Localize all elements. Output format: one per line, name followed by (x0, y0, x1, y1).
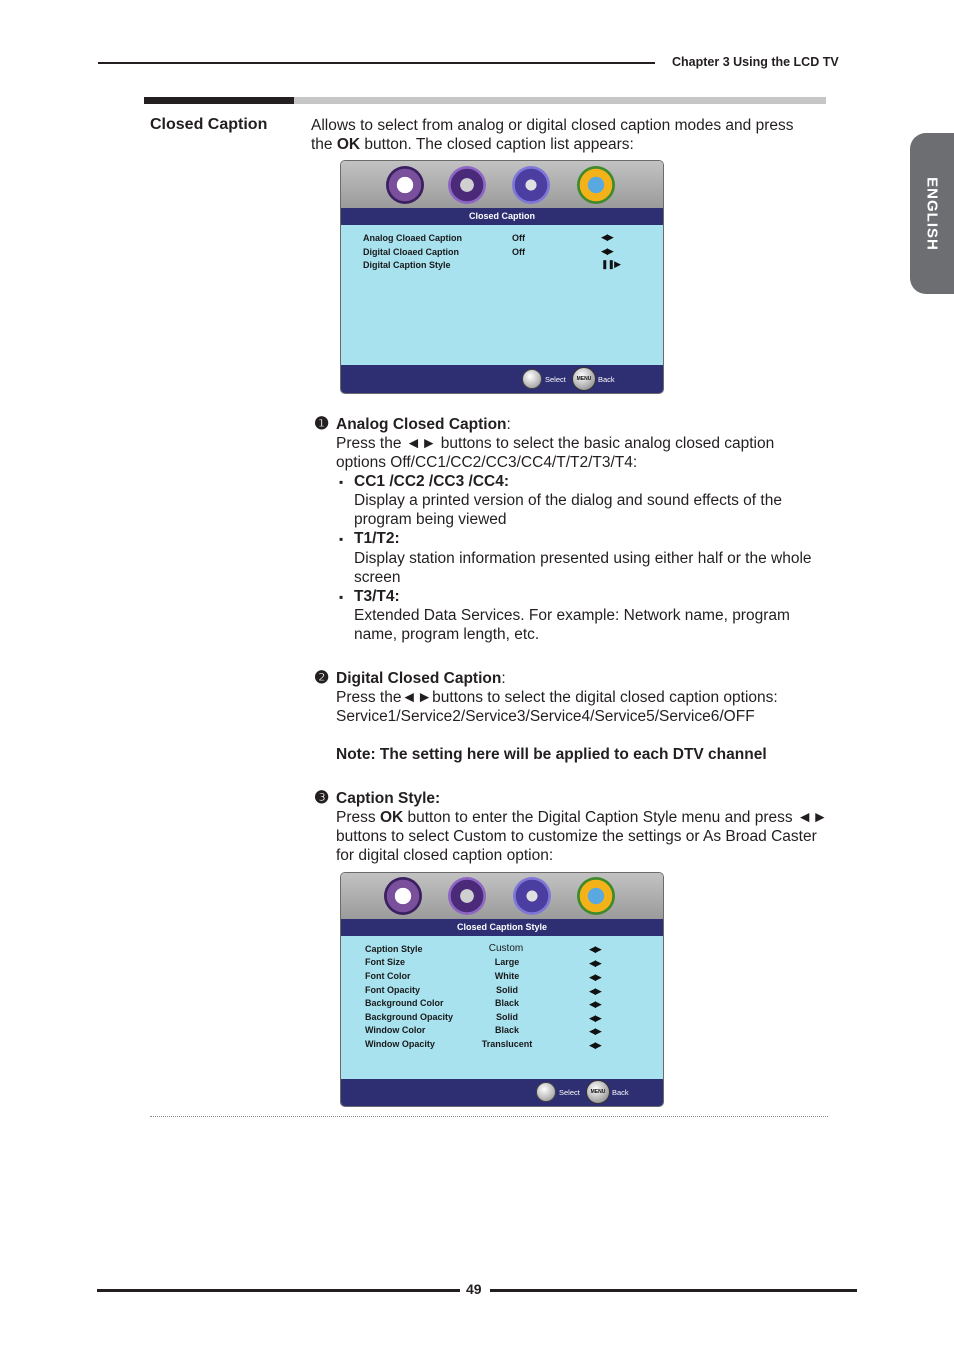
menu-row-label[interactable]: Window Opacity (365, 1039, 435, 1049)
menu-row-value: Large (494, 957, 520, 967)
bullet-heading: T3/T4: (354, 588, 400, 605)
section-bar-light (294, 97, 826, 104)
left-right-arrows-icon[interactable]: ◀▶ (589, 999, 601, 1009)
menu-footer (341, 1079, 663, 1106)
item3-line-3: for digital closed caption option: (336, 847, 554, 864)
menu-row-value: Solid (496, 1012, 518, 1022)
menu-row-value: Solid (496, 985, 518, 995)
item1-line-1: Press the ◄► buttons to select the basic analog closed caption (336, 435, 775, 452)
bullet-heading: CC1 /CC2 /CC3 /CC4: (354, 473, 510, 490)
bullet-text: program being viewed (354, 511, 507, 528)
left-right-arrows-icon[interactable]: ◀▶ (589, 1026, 601, 1036)
bullet-icon: ▪ (339, 590, 344, 604)
item2-line-1: Press the◄►buttons to select the digital closed caption options: (336, 689, 778, 706)
footer-rule-left (97, 1289, 460, 1292)
left-right-arrows-icon[interactable]: ◀▶ (589, 1040, 601, 1050)
back-hint: Back (598, 375, 615, 384)
menu-title: Closed Caption Style (341, 919, 663, 936)
menu-footer (341, 365, 663, 393)
bullet-icon: ▪ (339, 475, 344, 489)
bullet-text: Display station information presented using either half or the whole (354, 550, 812, 567)
menu-row-label[interactable]: Font Color (365, 971, 411, 981)
menu-icon-bar (341, 161, 663, 208)
section-bar-dark (144, 97, 294, 104)
nav-pad-icon (522, 369, 542, 389)
item2-note: Note: The setting here will be applied to each DTV channel (336, 746, 767, 763)
menu-row-value: Custom (488, 943, 524, 954)
left-right-arrows-icon[interactable]: ◀▶ (601, 232, 613, 242)
picture-icon (386, 166, 424, 204)
left-right-arrows-icon[interactable]: ◀▶ (589, 972, 601, 982)
back-hint: Back (612, 1088, 629, 1097)
menu-row-label[interactable]: Background Color (365, 998, 444, 1008)
select-hint: Select (545, 375, 566, 384)
item1-heading: Analog Closed Caption: (336, 416, 511, 433)
left-right-arrows-icon[interactable]: ◀▶ (589, 958, 601, 968)
item3-heading: Caption Style: (336, 790, 441, 807)
menu-row-label[interactable]: Digital Caption Style (363, 260, 451, 270)
menu-row-value: Off (512, 233, 525, 243)
bullet-text: Extended Data Services. For example: Network name, program (354, 607, 790, 624)
menu-row-label[interactable]: Digital Cloaed Caption (363, 247, 460, 257)
audio-icon (448, 166, 486, 204)
intro-line-2: the OK button. The closed caption list appears: (311, 136, 634, 153)
number-2-icon: ❷ (314, 668, 330, 687)
bullet-heading: T1/T2: (354, 530, 400, 547)
item3-line-2: buttons to select Custom to customize the settings or As Broad Caster (336, 828, 817, 845)
left-right-arrows-icon[interactable]: ◀▶ (589, 1013, 601, 1023)
channel-icon (577, 877, 615, 915)
bullet-text: Display a printed version of the dialog and sound effects of the (354, 492, 782, 509)
picture-icon (384, 877, 422, 915)
language-tab (910, 133, 954, 294)
item1-line-2: options Off/CC1/CC2/CC3/CC4/T/T2/T3/T4: (336, 454, 638, 471)
menu-row-label[interactable]: Background Opacity (365, 1012, 454, 1022)
menu-row-label[interactable]: Font Opacity (365, 985, 421, 995)
header-rule (98, 62, 655, 64)
left-right-arrows-icon[interactable]: ◀▶ (589, 944, 601, 954)
left-right-arrows-icon[interactable]: ◀▶ (589, 986, 601, 996)
menu-row-value: Off (512, 247, 525, 257)
bullet-icon: ▪ (339, 532, 344, 546)
menu-row-value: Black (494, 1025, 520, 1035)
left-right-arrows-icon[interactable]: ◀▶ (601, 246, 613, 256)
item2-heading: Digital Closed Caption: (336, 670, 506, 687)
menu-row-value: Black (494, 998, 520, 1008)
menu-button-icon: MENU (586, 1080, 610, 1104)
section-divider (150, 1116, 828, 1117)
setup-icon (512, 166, 550, 204)
page-number: 49 (466, 1281, 482, 1297)
menu-button-icon: MENU (572, 367, 596, 391)
item2-line-2: Service1/Service2/Service3/Service4/Service5/Service6/OFF (336, 708, 755, 725)
intro-line-1: Allows to select from analog or digital closed caption modes and press (311, 117, 794, 134)
nav-pad-icon (536, 1082, 556, 1102)
bullet-text: screen (354, 569, 401, 586)
bullet-text: name, program length, etc. (354, 626, 540, 643)
channel-icon (577, 166, 615, 204)
language-tab-label: ENGLISH (923, 176, 941, 251)
number-1-icon: ❶ (314, 414, 330, 433)
section-title: Closed Caption (150, 116, 268, 133)
closed-caption-style-menu (340, 872, 664, 1107)
select-hint: Select (559, 1088, 580, 1097)
item3-line-1: Press OK button to enter the Digital Caption Style menu and press ◄► (336, 809, 828, 826)
setup-icon (513, 877, 551, 915)
menu-icon-bar (341, 873, 663, 919)
menu-row-label[interactable]: Caption Style (365, 944, 423, 954)
footer-rule-right (490, 1289, 857, 1292)
chapter-title: Chapter 3 Using the LCD TV (672, 55, 839, 69)
enter-arrow-icon[interactable]: ❚❚▶ (601, 259, 621, 269)
audio-icon (448, 877, 486, 915)
menu-row-label[interactable]: Font Size (365, 957, 405, 967)
menu-row-value: White (494, 971, 520, 981)
menu-title: Closed Caption (341, 208, 663, 225)
closed-caption-menu (340, 160, 664, 394)
number-3-icon: ❸ (314, 788, 330, 807)
menu-row-label[interactable]: Analog Cloaed Caption (363, 233, 462, 243)
menu-row-label[interactable]: Window Color (365, 1025, 426, 1035)
menu-row-value: Translucent (481, 1039, 533, 1049)
